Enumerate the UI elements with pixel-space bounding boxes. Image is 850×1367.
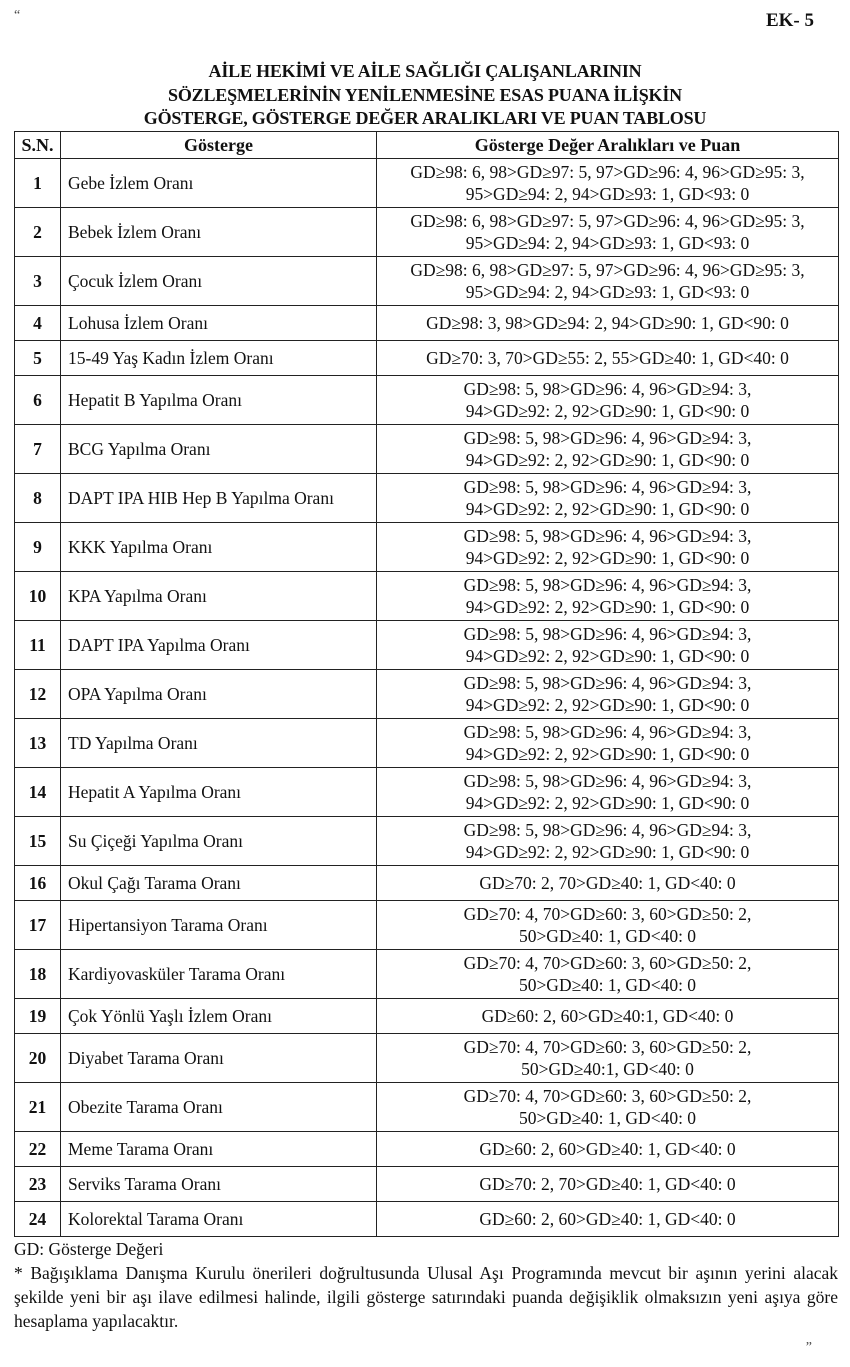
- range-line: GD≥60: 2, 60>GD≥40: 1, GD<40: 0: [479, 1209, 736, 1229]
- title-line: GÖSTERGE, GÖSTERGE DEĞER ARALIKLARI VE PUAN TABLOSU: [143, 108, 707, 128]
- table-row: [15, 572, 839, 621]
- range-line: GD≥70: 4, 70>GD≥60: 3, 60>GD≥50: 2,: [463, 953, 752, 973]
- row-value-ranges: [377, 257, 839, 306]
- table-row: [15, 1202, 839, 1237]
- table-row: [15, 425, 839, 474]
- row-indicator-name: Su Çiçeği Yapılma Oranı: [61, 817, 377, 866]
- row-serial-number: 8: [15, 474, 61, 523]
- row-value-ranges: [377, 999, 839, 1034]
- range-line: 95>GD≥94: 2, 94>GD≥93: 1, GD<93: 0: [465, 233, 750, 253]
- row-indicator-name: Çocuk İzlem Oranı: [61, 257, 377, 306]
- row-serial-number: 16: [15, 866, 61, 901]
- header-indicator: Gösterge: [61, 132, 377, 159]
- range-line: 94>GD≥92: 2, 92>GD≥90: 1, GD<90: 0: [465, 744, 750, 764]
- table-row: [15, 950, 839, 999]
- range-line: GD≥70: 4, 70>GD≥60: 3, 60>GD≥50: 2,: [463, 904, 752, 924]
- row-serial-number: 9: [15, 523, 61, 572]
- range-line: GD≥70: 4, 70>GD≥60: 3, 60>GD≥50: 2,: [463, 1086, 752, 1106]
- closing-quote-mark: ”: [805, 1340, 812, 1355]
- range-line: 94>GD≥92: 2, 92>GD≥90: 1, GD<90: 0: [465, 499, 750, 519]
- row-indicator-name: DAPT IPA HIB Hep B Yapılma Oranı: [61, 474, 377, 523]
- row-serial-number: 14: [15, 768, 61, 817]
- range-line: 50>GD≥40:1, GD<40: 0: [521, 1059, 694, 1079]
- row-indicator-name: Bebek İzlem Oranı: [61, 208, 377, 257]
- row-value-ranges: [377, 523, 839, 572]
- row-value-ranges: [377, 159, 839, 208]
- row-value-ranges: [377, 341, 839, 376]
- document-title: [0, 60, 850, 131]
- table-body: [15, 159, 839, 1237]
- row-indicator-name: Serviks Tarama Oranı: [61, 1167, 377, 1202]
- row-serial-number: 5: [15, 341, 61, 376]
- row-value-ranges: [377, 474, 839, 523]
- row-indicator-name: Hepatit A Yapılma Oranı: [61, 768, 377, 817]
- abbreviation-legend: GD: Gösterge Değeri: [14, 1239, 164, 1259]
- table-row: [15, 866, 839, 901]
- range-line: GD≥98: 6, 98>GD≥97: 5, 97>GD≥96: 4, 96>GD≥95: 3,: [410, 211, 805, 231]
- table-row: [15, 768, 839, 817]
- range-line: 94>GD≥92: 2, 92>GD≥90: 1, GD<90: 0: [465, 548, 750, 568]
- row-indicator-name: Kolorektal Tarama Oranı: [61, 1202, 377, 1237]
- row-indicator-name: Okul Çağı Tarama Oranı: [61, 866, 377, 901]
- row-serial-number: 21: [15, 1083, 61, 1132]
- footer-notes: [14, 1237, 838, 1333]
- range-line: GD≥98: 5, 98>GD≥96: 4, 96>GD≥94: 3,: [463, 526, 752, 546]
- row-indicator-name: TD Yapılma Oranı: [61, 719, 377, 768]
- row-serial-number: 22: [15, 1132, 61, 1167]
- table-row: [15, 1083, 839, 1132]
- range-line: GD≥70: 2, 70>GD≥40: 1, GD<40: 0: [479, 873, 736, 893]
- range-line: GD≥98: 5, 98>GD≥96: 4, 96>GD≥94: 3,: [463, 722, 752, 742]
- row-indicator-name: Hipertansiyon Tarama Oranı: [61, 901, 377, 950]
- row-serial-number: 17: [15, 901, 61, 950]
- table-row: [15, 523, 839, 572]
- range-line: GD≥98: 5, 98>GD≥96: 4, 96>GD≥94: 3,: [463, 624, 752, 644]
- footnote: * Bağışıklama Danışma Kurulu önerileri doğrultusunda Ulusal Aşı Programında mevcut bir aşının yerini alacak şekilde yeni bir aşı ilave edilmesi halinde, ilgili gösterge satırındaki puanda değişiklik olmaksızın yeni aşıya göre hesaplama yapılacaktır.: [14, 1263, 838, 1331]
- table-row: [15, 901, 839, 950]
- row-indicator-name: Çok Yönlü Yaşlı İzlem Oranı: [61, 999, 377, 1034]
- range-line: 95>GD≥94: 2, 94>GD≥93: 1, GD<93: 0: [465, 184, 750, 204]
- row-serial-number: 11: [15, 621, 61, 670]
- range-line: GD≥98: 3, 98>GD≥94: 2, 94>GD≥90: 1, GD<90: 0: [426, 313, 789, 333]
- range-line: GD≥60: 2, 60>GD≥40:1, GD<40: 0: [481, 1006, 734, 1026]
- header-ranges-score: Gösterge Değer Aralıkları ve Puan: [377, 132, 839, 159]
- row-indicator-name: KPA Yapılma Oranı: [61, 572, 377, 621]
- header-sn: S.N.: [15, 132, 61, 159]
- row-indicator-name: Gebe İzlem Oranı: [61, 159, 377, 208]
- row-value-ranges: [377, 572, 839, 621]
- row-serial-number: 6: [15, 376, 61, 425]
- row-value-ranges: [377, 901, 839, 950]
- table-row: [15, 159, 839, 208]
- row-indicator-name: Meme Tarama Oranı: [61, 1132, 377, 1167]
- range-line: 50>GD≥40: 1, GD<40: 0: [518, 1108, 697, 1128]
- row-value-ranges: [377, 1034, 839, 1083]
- range-line: GD≥98: 5, 98>GD≥96: 4, 96>GD≥94: 3,: [463, 771, 752, 791]
- table-row: [15, 257, 839, 306]
- range-line: GD≥98: 5, 98>GD≥96: 4, 96>GD≥94: 3,: [463, 428, 752, 448]
- range-line: 94>GD≥92: 2, 92>GD≥90: 1, GD<90: 0: [465, 597, 750, 617]
- range-line: GD≥70: 3, 70>GD≥55: 2, 55>GD≥40: 1, GD<40: 0: [426, 348, 789, 368]
- row-value-ranges: [377, 1202, 839, 1237]
- table-row: [15, 999, 839, 1034]
- row-serial-number: 15: [15, 817, 61, 866]
- table-row: [15, 1167, 839, 1202]
- range-line: GD≥98: 5, 98>GD≥96: 4, 96>GD≥94: 3,: [463, 820, 752, 840]
- table-row: [15, 341, 839, 376]
- range-line: GD≥98: 6, 98>GD≥97: 5, 97>GD≥96: 4, 96>GD≥95: 3,: [410, 162, 805, 182]
- table-row: [15, 1132, 839, 1167]
- row-serial-number: 4: [15, 306, 61, 341]
- row-serial-number: 18: [15, 950, 61, 999]
- row-indicator-name: Kardiyovasküler Tarama Oranı: [61, 950, 377, 999]
- range-line: GD≥70: 4, 70>GD≥60: 3, 60>GD≥50: 2,: [463, 1037, 752, 1057]
- row-value-ranges: [377, 306, 839, 341]
- range-line: GD≥98: 5, 98>GD≥96: 4, 96>GD≥94: 3,: [463, 575, 752, 595]
- range-line: GD≥98: 6, 98>GD≥97: 5, 97>GD≥96: 4, 96>GD≥95: 3,: [410, 260, 805, 280]
- row-serial-number: 24: [15, 1202, 61, 1237]
- range-line: 50>GD≥40: 1, GD<40: 0: [518, 926, 697, 946]
- row-value-ranges: [377, 376, 839, 425]
- row-value-ranges: [377, 670, 839, 719]
- row-serial-number: 12: [15, 670, 61, 719]
- row-value-ranges: [377, 719, 839, 768]
- row-serial-number: 10: [15, 572, 61, 621]
- row-value-ranges: [377, 208, 839, 257]
- title-line: SÖZLEŞMELERİNİN YENİLENMESİNE ESAS PUANA İLİŞKİN: [168, 84, 682, 105]
- row-indicator-name: DAPT IPA Yapılma Oranı: [61, 621, 377, 670]
- range-line: 94>GD≥92: 2, 92>GD≥90: 1, GD<90: 0: [465, 695, 750, 715]
- row-value-ranges: [377, 1083, 839, 1132]
- row-indicator-name: Lohusa İzlem Oranı: [61, 306, 377, 341]
- row-serial-number: 7: [15, 425, 61, 474]
- range-line: GD≥70: 2, 70>GD≥40: 1, GD<40: 0: [479, 1174, 736, 1194]
- row-value-ranges: [377, 866, 839, 901]
- row-value-ranges: [377, 425, 839, 474]
- row-indicator-name: BCG Yapılma Oranı: [61, 425, 377, 474]
- range-line: GD≥98: 5, 98>GD≥96: 4, 96>GD≥94: 3,: [463, 477, 752, 497]
- range-line: 94>GD≥92: 2, 92>GD≥90: 1, GD<90: 0: [465, 401, 750, 421]
- range-line: GD≥98: 5, 98>GD≥96: 4, 96>GD≥94: 3,: [463, 673, 752, 693]
- row-indicator-name: Diyabet Tarama Oranı: [61, 1034, 377, 1083]
- row-value-ranges: [377, 950, 839, 999]
- range-line: GD≥60: 2, 60>GD≥40: 1, GD<40: 0: [479, 1139, 736, 1159]
- row-value-ranges: [377, 1132, 839, 1167]
- table-row: [15, 670, 839, 719]
- table-row: [15, 306, 839, 341]
- range-line: 94>GD≥92: 2, 92>GD≥90: 1, GD<90: 0: [465, 842, 750, 862]
- row-indicator-name: 15-49 Yaş Kadın İzlem Oranı: [61, 341, 377, 376]
- range-line: 94>GD≥92: 2, 92>GD≥90: 1, GD<90: 0: [465, 793, 750, 813]
- row-indicator-name: Obezite Tarama Oranı: [61, 1083, 377, 1132]
- row-indicator-name: KKK Yapılma Oranı: [61, 523, 377, 572]
- row-value-ranges: [377, 817, 839, 866]
- row-serial-number: 1: [15, 159, 61, 208]
- indicator-score-table: [14, 131, 839, 1237]
- table-row: [15, 376, 839, 425]
- table-row: [15, 208, 839, 257]
- row-serial-number: 23: [15, 1167, 61, 1202]
- row-serial-number: 13: [15, 719, 61, 768]
- table-row: [15, 719, 839, 768]
- range-line: 94>GD≥92: 2, 92>GD≥90: 1, GD<90: 0: [465, 450, 750, 470]
- row-serial-number: 19: [15, 999, 61, 1034]
- row-indicator-name: OPA Yapılma Oranı: [61, 670, 377, 719]
- row-indicator-name: Hepatit B Yapılma Oranı: [61, 376, 377, 425]
- annex-label: EK- 5: [765, 10, 814, 31]
- row-serial-number: 2: [15, 208, 61, 257]
- row-serial-number: 3: [15, 257, 61, 306]
- opening-quote-mark: “: [14, 8, 21, 23]
- range-line: 94>GD≥92: 2, 92>GD≥90: 1, GD<90: 0: [465, 646, 750, 666]
- table-row: [15, 1034, 839, 1083]
- row-value-ranges: [377, 768, 839, 817]
- row-value-ranges: [377, 1167, 839, 1202]
- row-serial-number: 20: [15, 1034, 61, 1083]
- row-value-ranges: [377, 621, 839, 670]
- table-row: [15, 621, 839, 670]
- table-row: [15, 474, 839, 523]
- table-header-row: [15, 132, 839, 159]
- range-line: 50>GD≥40: 1, GD<40: 0: [518, 975, 697, 995]
- range-line: 95>GD≥94: 2, 94>GD≥93: 1, GD<93: 0: [465, 282, 750, 302]
- range-line: GD≥98: 5, 98>GD≥96: 4, 96>GD≥94: 3,: [463, 379, 752, 399]
- table-row: [15, 817, 839, 866]
- title-line: AİLE HEKİMİ VE AİLE SAĞLIĞI ÇALIŞANLARININ: [208, 61, 642, 81]
